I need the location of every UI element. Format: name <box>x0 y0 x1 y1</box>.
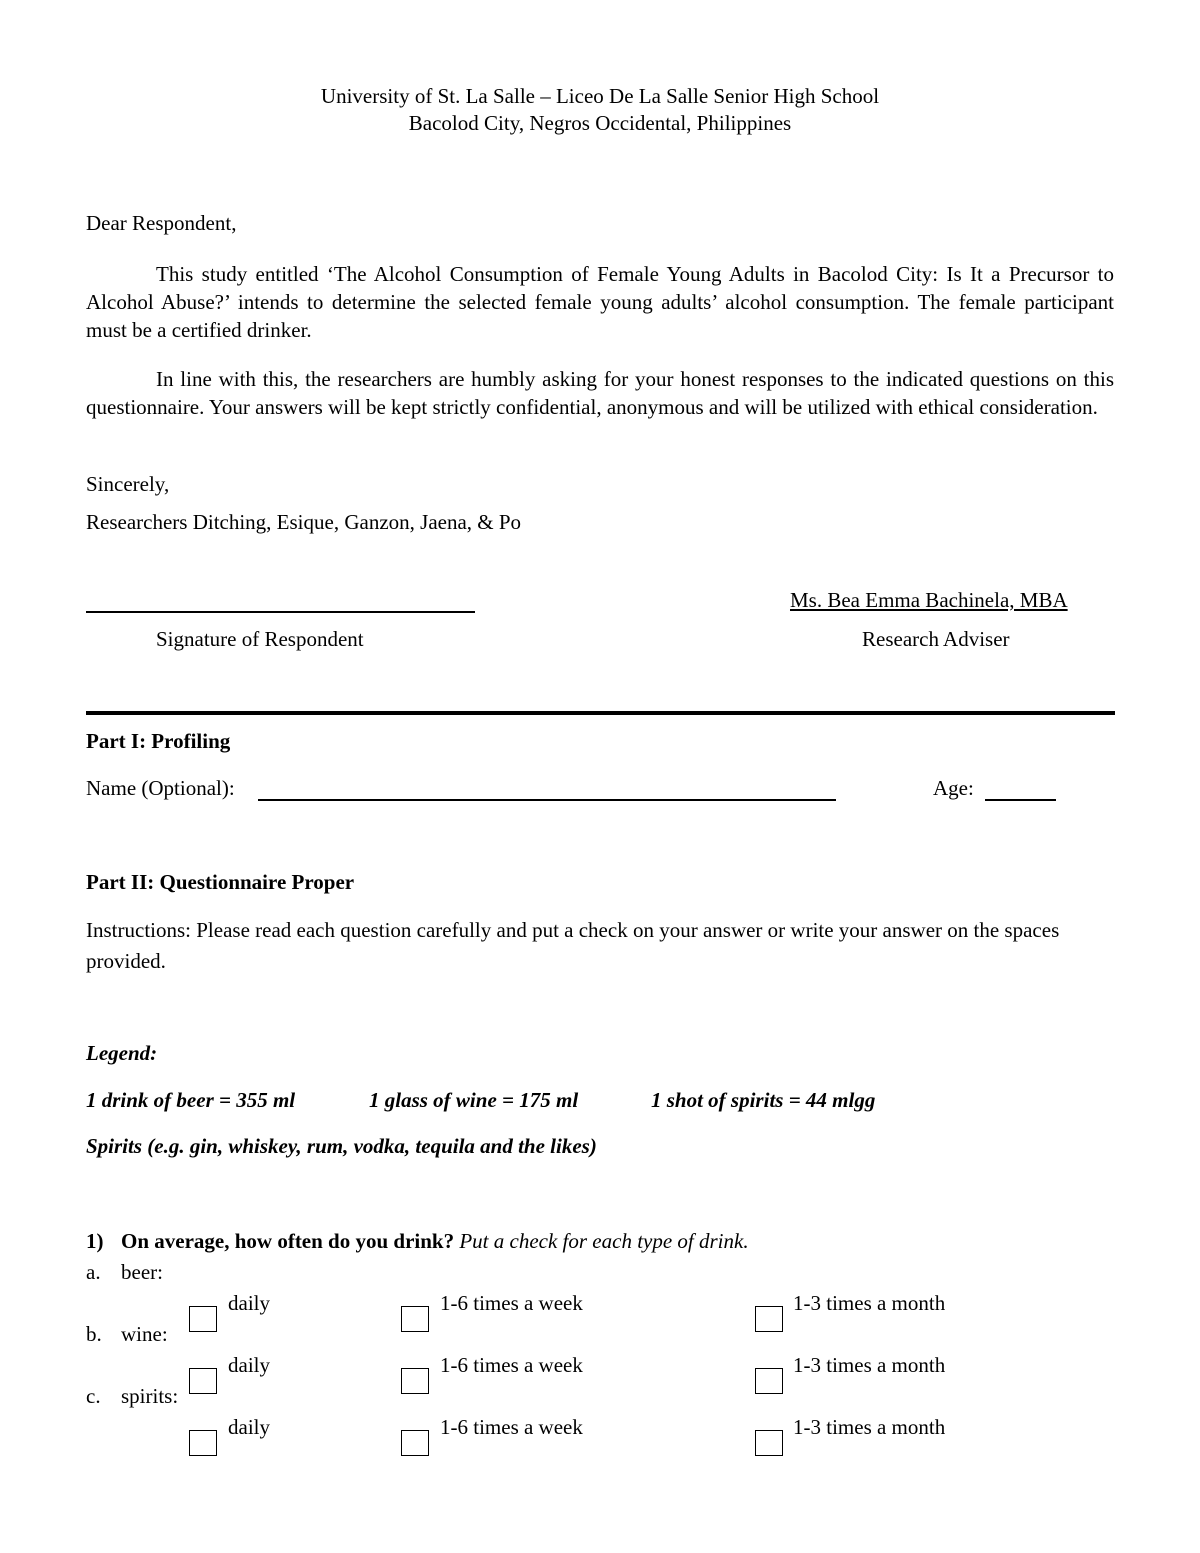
beer-monthly-checkbox[interactable] <box>755 1306 783 1332</box>
option-daily-label: daily <box>228 1291 270 1315</box>
researchers-names: Researchers Ditching, Esique, Ganzon, Jaena, & Po <box>86 510 522 534</box>
item-spirits-label: spirits: <box>121 1384 179 1408</box>
name-label: Name (Optional): <box>86 776 235 800</box>
legend-title: Legend: <box>86 1041 158 1065</box>
section-divider <box>86 711 1115 715</box>
item-beer-label: beer: <box>121 1260 163 1284</box>
school-address: Bacolod City, Negros Occidental, Philippines <box>408 111 792 135</box>
option-weekly-label: 1-6 times a week <box>440 1353 583 1377</box>
legend-spirits-note: Spirits (e.g. gin, whiskey, rum, vodka, tequila and the likes) <box>86 1134 597 1158</box>
spirits-monthly-checkbox[interactable] <box>755 1430 783 1456</box>
question1-line <box>121 1231 749 1252</box>
option-monthly-label: 1-3 times a month <box>793 1353 946 1377</box>
part1-title: Part I: Profiling <box>86 729 231 753</box>
school-name: University of St. La Salle – Liceo De La Salle Senior High School <box>320 84 880 108</box>
wine-weekly-checkbox[interactable] <box>401 1368 429 1394</box>
question1-number: 1) <box>86 1229 104 1253</box>
age-field[interactable] <box>985 799 1056 801</box>
item-c-letter: c. <box>86 1384 101 1408</box>
name-field[interactable] <box>258 799 836 801</box>
wine-daily-checkbox[interactable] <box>189 1368 217 1394</box>
question1-text: On average, how often do you drink? <box>121 1229 455 1253</box>
option-daily-label: daily <box>228 1353 270 1377</box>
age-label: Age: <box>933 776 974 800</box>
beer-daily-checkbox[interactable] <box>189 1306 217 1332</box>
question1-hint: Put a check for each type of drink. <box>459 1229 749 1253</box>
instructions: Instructions: Please read each question carefully and put a check on your answer or write your answer on the spaces provided. <box>86 918 1060 973</box>
signature-label: Signature of Respondent <box>156 627 364 651</box>
signature-line[interactable] <box>86 611 475 613</box>
item-a-letter: a. <box>86 1260 101 1284</box>
letter-paragraph-1: This study entitled ‘The Alcohol Consumption of Female Young Adults in Bacolod City: Is It a Precursor to Alcohol Abuse?’ intends to determine the selected female young adults’ alcohol consumption. The female participant must be a certified drinker. <box>86 262 1114 342</box>
salutation: Dear Respondent, <box>86 211 237 235</box>
item-wine-label: wine: <box>121 1322 168 1346</box>
letter-paragraph-2: In line with this, the researchers are humbly asking for your honest responses to the indicated questions on this questionnaire. Your answers will be kept strictly confidential, anonymous and will be utilized with ethical consideration. <box>86 367 1114 419</box>
item-b-letter: b. <box>86 1322 102 1346</box>
legend-wine: 1 glass of wine = 175 ml <box>369 1088 579 1112</box>
spirits-daily-checkbox[interactable] <box>189 1430 217 1456</box>
option-weekly-label: 1-6 times a week <box>440 1415 583 1439</box>
option-monthly-label: 1-3 times a month <box>793 1415 946 1439</box>
option-monthly-label: 1-3 times a month <box>793 1291 946 1315</box>
wine-monthly-checkbox[interactable] <box>755 1368 783 1394</box>
adviser-name: Ms. Bea Emma Bachinela, MBA <box>790 588 1068 612</box>
legend-beer: 1 drink of beer = 355 ml <box>86 1088 296 1112</box>
option-daily-label: daily <box>228 1415 270 1439</box>
beer-weekly-checkbox[interactable] <box>401 1306 429 1332</box>
legend-spirits: 1 shot of spirits = 44 mlgg <box>651 1088 876 1112</box>
option-weekly-label: 1-6 times a week <box>440 1291 583 1315</box>
part2-title: Part II: Questionnaire Proper <box>86 870 355 894</box>
closing: Sincerely, <box>86 472 170 496</box>
spirits-weekly-checkbox[interactable] <box>401 1430 429 1456</box>
adviser-label: Research Adviser <box>862 627 1010 651</box>
